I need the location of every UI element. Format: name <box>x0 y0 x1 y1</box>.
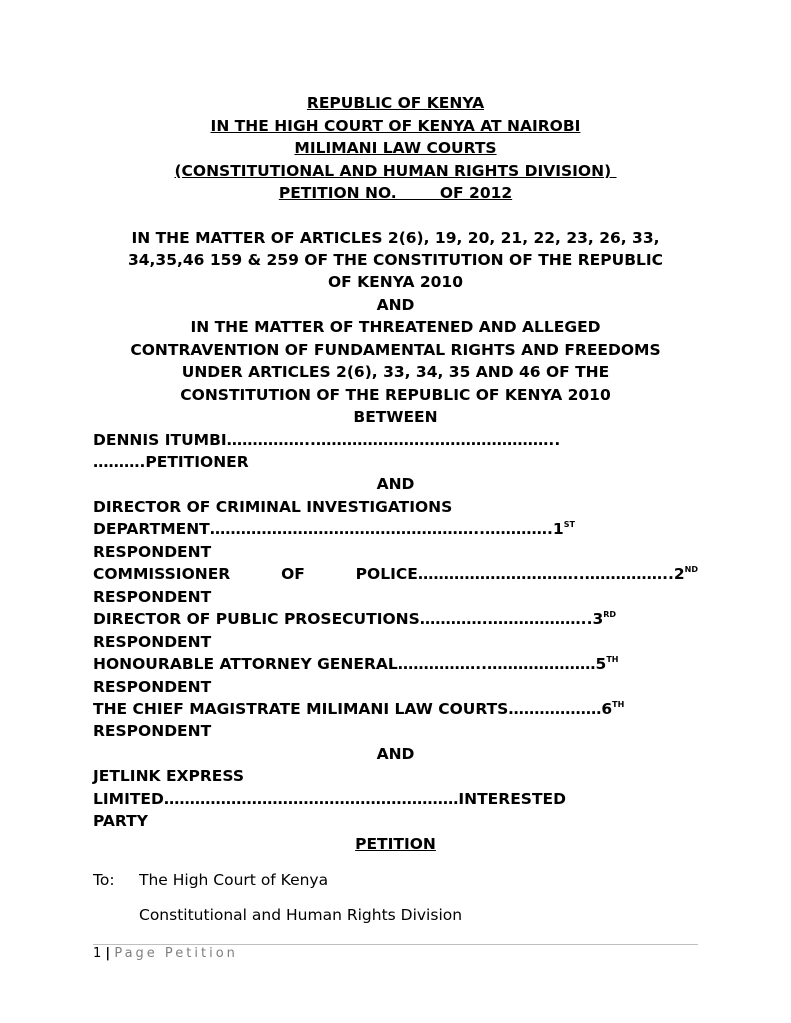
ordinal-suffix: ST <box>563 519 575 529</box>
footer-rule <box>93 944 698 945</box>
address-court: The High Court of Kenya <box>139 871 329 889</box>
between-label: BETWEEN <box>353 408 438 426</box>
interested-party-role: PARTY <box>93 812 148 830</box>
and-separator-3: AND <box>376 745 415 763</box>
respondent-2-name: COMMISSIONER OF POLICE…………………………..……………..2ND <box>93 564 698 583</box>
page-number: 1 <box>93 946 102 961</box>
address-to-label: To: <box>93 871 115 889</box>
matter2-line1: IN THE MATTER OF THREATENED AND ALLEGED <box>190 318 601 336</box>
address-division: Constitutional and Human Rights Division <box>139 906 463 924</box>
respondent-1-role: RESPONDENT <box>93 543 212 561</box>
footer-separator: | <box>105 946 111 961</box>
respondent-3-role: RESPONDENT <box>93 633 212 651</box>
footer-label: Page Petition <box>114 946 238 961</box>
heading-petition-no: PETITION NO. OF 2012 <box>278 184 513 202</box>
matter2-line2: CONTRAVENTION OF FUNDAMENTAL RIGHTS AND FREEDOMS <box>130 341 661 359</box>
respondent-5-name: HONOURABLE ATTORNEY GENERAL……………..…………………5TH <box>93 654 619 673</box>
matter2-line4: CONSTITUTION OF THE REPUBLIC OF KENYA 2010 <box>180 386 611 404</box>
petitioner-name: DENNIS ITUMBI……………..……………………………………….. <box>93 431 561 449</box>
respondent-3-name: DIRECTOR OF PUBLIC PROSECUTIONS………….………………..3RD <box>93 609 617 628</box>
respondent-1-name: DIRECTOR OF CRIMINAL INVESTIGATIONS <box>93 498 453 516</box>
interested-party-name: JETLINK EXPRESS <box>93 767 245 785</box>
interested-party-limited: LIMITED…………………………………………………INTERESTED <box>93 790 566 808</box>
matter1-line2: 34,35,46 159 & 259 OF THE CONSTITUTION OF THE REPUBLIC <box>127 251 664 269</box>
ordinal-suffix: TH <box>612 699 625 709</box>
and-separator-2: AND <box>376 475 415 493</box>
respondent-5-role: RESPONDENT <box>93 678 212 696</box>
ordinal-suffix: RD <box>603 609 617 619</box>
and-separator-1: AND <box>376 296 415 314</box>
matter2-line3: UNDER ARTICLES 2(6), 33, 34, 35 AND 46 OF THE <box>181 363 610 381</box>
ordinal-suffix: ND <box>684 564 698 574</box>
heading-republic: REPUBLIC OF KENYA <box>306 94 485 112</box>
heading-division: (CONSTITUTIONAL AND HUMAN RIGHTS DIVISION) <box>174 162 617 180</box>
matter1-line3: OF KENYA 2010 <box>327 273 463 291</box>
respondent-2-role: RESPONDENT <box>93 588 212 606</box>
petitioner-role: ……….PETITIONER <box>93 453 249 471</box>
respondent-6-role: RESPONDENT <box>93 722 212 740</box>
heading-court: IN THE HIGH COURT OF KENYA AT NAIROBI <box>210 117 581 135</box>
ordinal-suffix: TH <box>606 654 619 664</box>
document-title: PETITION <box>355 835 436 853</box>
matter1-line1: IN THE MATTER OF ARTICLES 2(6), 19, 20, 21, 22, 23, 26, 33, <box>131 229 660 247</box>
page-footer <box>93 946 238 962</box>
respondent-1-department: DEPARTMENT……………………………………………..………….1ST <box>93 519 575 538</box>
respondent-6-name: THE CHIEF MAGISTRATE MILIMANI LAW COURTS………………6TH <box>93 699 625 718</box>
heading-law-courts: MILIMANI LAW COURTS <box>294 139 497 157</box>
